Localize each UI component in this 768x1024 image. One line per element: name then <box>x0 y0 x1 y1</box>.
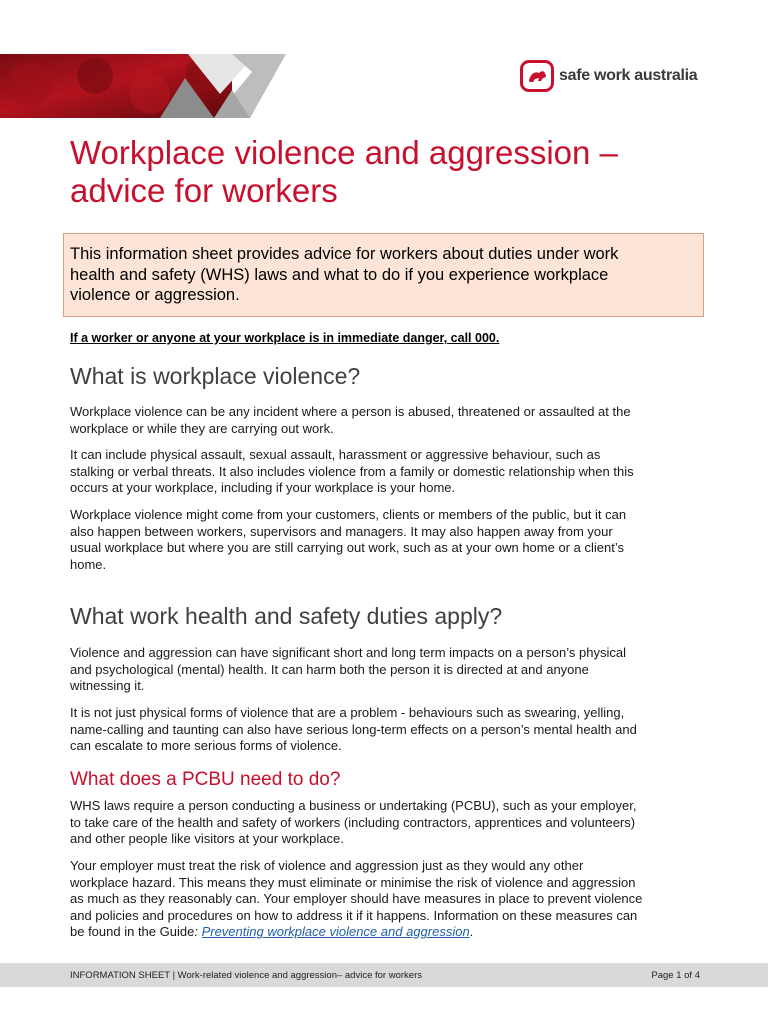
text-line: workplace hazard. This means they must eliminate or minimise the risk of violence and aggression <box>70 874 636 890</box>
text-line: witnessing it. <box>70 678 145 694</box>
text-line: occurs at your workplace, including if your workplace is your home. <box>70 480 456 496</box>
footer-doc-title: INFORMATION SHEET | Work-related violence and aggression– advice for workers <box>70 970 422 981</box>
guide-link[interactable]: Preventing workplace violence and aggression <box>201 924 470 940</box>
text-line: WHS laws require a person conducting a business or undertaking (PCBU), such as your employer, <box>70 798 637 813</box>
text-line: to take care of the health and safety of workers (including contractors, apprentices and volunteers) <box>70 814 636 830</box>
paragraph <box>70 858 702 941</box>
paragraph <box>70 507 702 573</box>
text-line: stalking or verbal threats. It also includes violence from a family or domestic relationship when this <box>70 463 634 479</box>
text-line: Workplace violence can be any incident where a person is abused, threatened or assaulted at the <box>70 404 631 419</box>
text-line: and psychological (mental) health. It can harm both the person it is directed at and anyone <box>70 661 589 677</box>
text-line: It can include physical assault, sexual assault, harassment or aggressive behaviour, such as <box>70 447 601 462</box>
intro-line-2: health and safety (WHS) laws and what to do if you experience workplace <box>70 265 609 284</box>
kangaroo-icon <box>520 60 554 92</box>
text-line: Workplace violence might come from your customers, clients or members of the public, but it can <box>70 507 627 522</box>
title-line-2: advice for workers <box>70 172 338 209</box>
text-line: home. <box>70 556 107 572</box>
header-banner <box>0 54 290 118</box>
text-period: . <box>469 924 474 940</box>
text-line: and policies and procedures on how to address it if it happens. Information on these measures can <box>70 907 638 923</box>
paragraph <box>70 705 702 755</box>
emergency-note: If a worker or anyone at your workplace is in immediate danger, call 000. <box>70 331 500 345</box>
safe-work-australia-logo <box>520 60 697 92</box>
text-line: and other people like visitors at your workplace. <box>70 831 344 847</box>
text-line: Violence and aggression can have significant short and long term impacts on a person’s physical <box>70 645 626 660</box>
intro-line-1: This information sheet provides advice for workers about duties under work <box>70 245 619 263</box>
text-line: usual workplace but where you are still carrying out work, such as at your own home or a client’s <box>70 540 624 556</box>
text-line: can escalate to more serious forms of violence. <box>70 738 342 754</box>
page-number: Page 1 of 4 <box>651 970 700 981</box>
text-line: be found in the Guide <box>70 924 195 940</box>
text-line: name-calling and taunting can also have serious long-term effects on a person’s mental health and <box>70 721 637 737</box>
logo-text: safe work australia <box>559 67 698 84</box>
banner-graphic <box>0 54 290 118</box>
page-footer <box>0 963 768 987</box>
page-title <box>70 134 710 210</box>
intro-callout <box>63 233 704 317</box>
paragraph <box>70 404 702 437</box>
intro-line-3: violence or aggression. <box>70 286 240 304</box>
paragraph <box>70 447 702 497</box>
text-colon: : <box>194 924 202 940</box>
paragraph <box>70 798 702 848</box>
text-line: as much as they reasonably can. Your employer should have measures in place to prevent violence <box>70 891 643 907</box>
subheading-pcbu: What does a PCBU need to do? <box>70 769 341 790</box>
text-line: also happen between workers, supervisors and managers. It may also happen away from your <box>70 523 613 539</box>
title-line-1: Workplace violence and aggression – <box>70 134 618 171</box>
section-heading-whs-duties: What work health and safety duties apply? <box>70 603 503 629</box>
text-line: workplace or while they are carrying out work. <box>70 420 334 436</box>
text-line: Your employer must treat the risk of violence and aggression just as they would any other <box>70 858 584 873</box>
paragraph <box>70 645 702 695</box>
section-heading-workplace-violence: What is workplace violence? <box>70 363 361 389</box>
text-line: It is not just physical forms of violence that are a problem - behaviours such as swearing, yelling, <box>70 705 625 720</box>
